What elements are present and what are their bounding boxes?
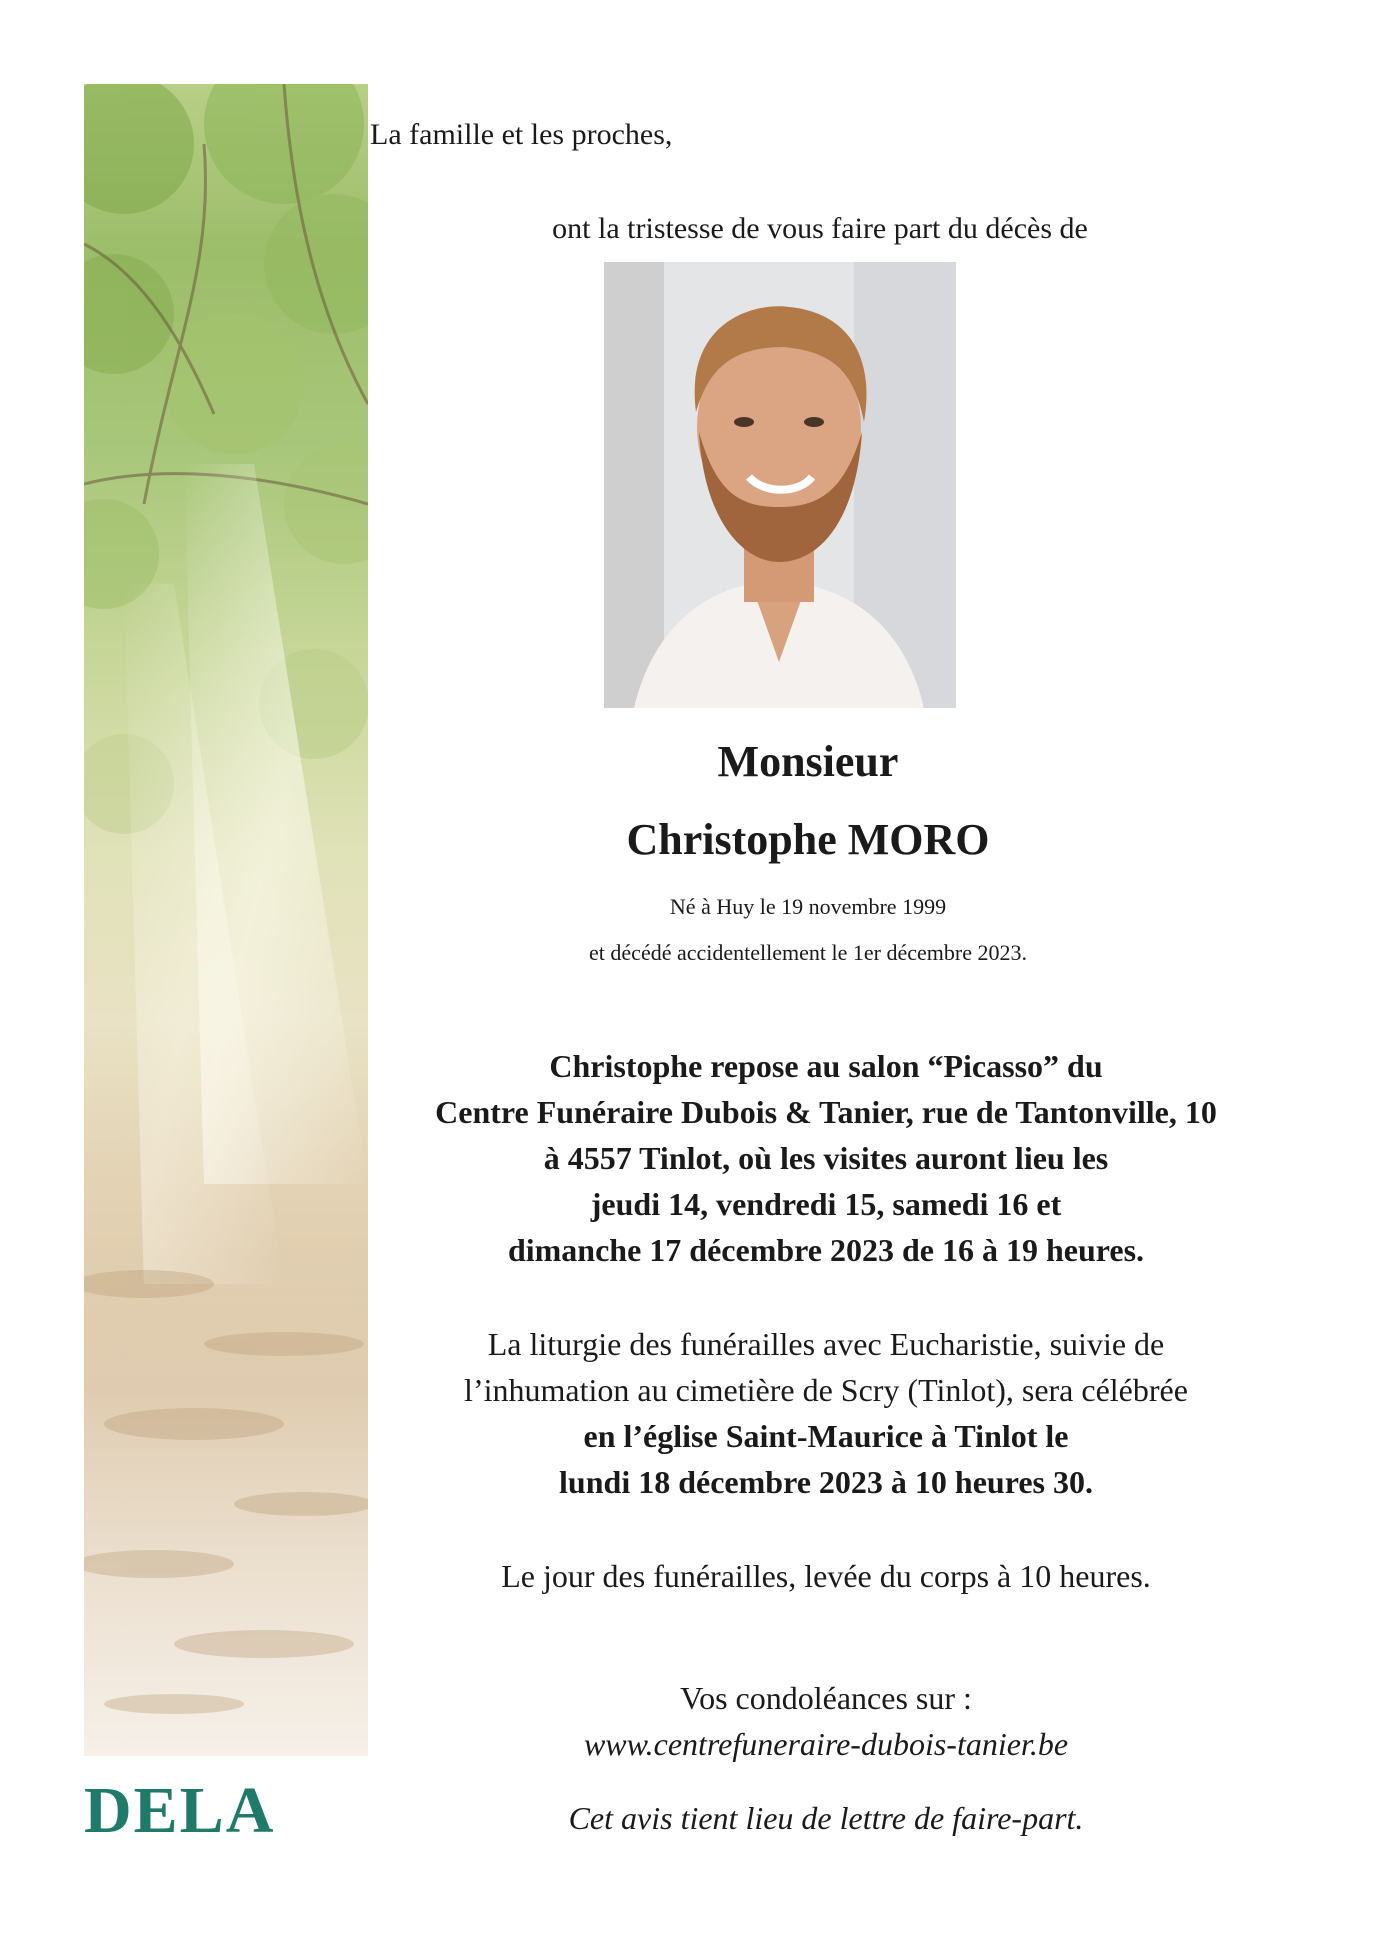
forest-path-image — [84, 84, 368, 1756]
liturgy-line: La liturgie des funérailles avec Eucharistie, suivie de — [487, 1326, 1165, 1362]
intro-announcement: ont la tristesse de vous faire part du décès de — [552, 212, 1088, 245]
honorific: Monsieur — [717, 737, 899, 786]
visitation-line: Christophe repose au salon “Picasso” du — [549, 1048, 1103, 1084]
liturgy-line: l’inhumation au cimetière de Scry (Tinlot), sera célébrée — [464, 1372, 1188, 1408]
visitation-line: jeudi 14, vendredi 15, samedi 16 et — [590, 1186, 1062, 1222]
logo-text: DELA — [84, 1778, 276, 1842]
intro-line: La famille et les proches, — [370, 118, 673, 151]
condolences-link[interactable]: www.centrefuneraire-dubois-tanier.be — [583, 1726, 1069, 1762]
levee-line: Le jour des funérailles, levée du corps à 10 heures. — [501, 1558, 1151, 1594]
dela-logo — [84, 1778, 320, 1842]
deceased-name: Christophe MORO — [626, 815, 990, 864]
visitation-line: Centre Funéraire Dubois & Tanier, rue de Tantonville, 10 — [435, 1094, 1217, 1130]
death-line: et décédé accidentellement le 1er décembre 2023. — [589, 940, 1027, 965]
notice-line: Cet avis tient lieu de lettre de faire-part. — [568, 1800, 1084, 1836]
visitation-line: dimanche 17 décembre 2023 de 16 à 19 heures. — [507, 1232, 1145, 1268]
condolences-label: Vos condoléances sur : — [680, 1680, 972, 1716]
visitation-line: à 4557 Tinlot, où les visites auront lieu les — [543, 1140, 1109, 1176]
portrait-photo — [604, 262, 956, 708]
liturgy-location: en l’église Saint-Maurice à Tinlot le — [583, 1418, 1069, 1454]
liturgy-date: lundi 18 décembre 2023 à 10 heures 30. — [559, 1464, 1093, 1500]
birth-line: Né à Huy le 19 novembre 1999 — [669, 894, 947, 919]
